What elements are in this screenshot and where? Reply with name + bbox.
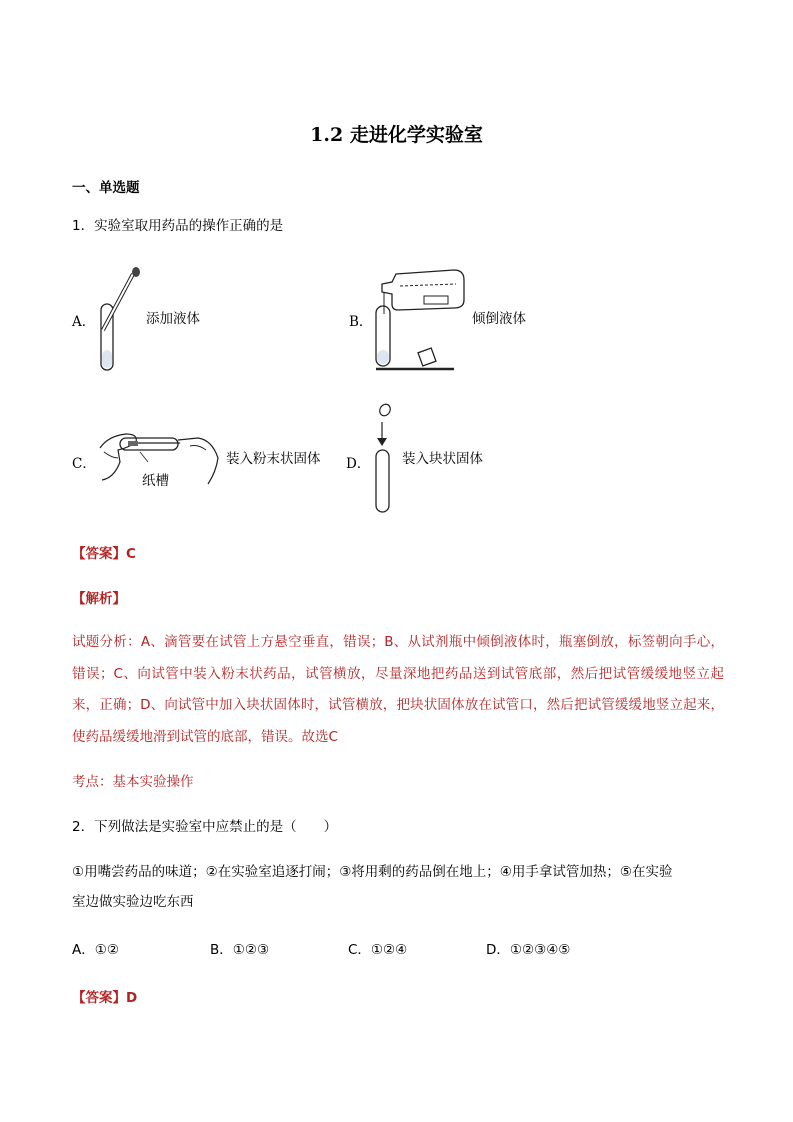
question-1-stem: 1．实验室取用药品的操作正确的是 — [72, 218, 284, 234]
analysis-text: 试题分析：A、滴管要在试管上方悬空垂直，错误；B、从试剂瓶中倾倒液体时，瓶塞倒放，标签朝向手心，错误；C、向试管中装入粉末状药品，试管横放，尽量深地把药品送到试管底部，然后把试管缓缓地竖立起来，正确；D、向试管中加入块状固体时，试管横放，把块状固体放在试管口，然后把试管缓缓地竖立起来，使药品缓缓地滑到试管的底部，错误。故选C — [72, 634, 724, 745]
choice-b: B．①②③ — [210, 942, 270, 958]
choice-a: A．①② — [72, 942, 119, 958]
question-2-items-line-1: ①用嘴尝药品的味道；②在实验室追逐打闹；③将用剩的药品倒在地上；④用手拿试管加热；⑤在实验 — [72, 864, 673, 880]
choice-d: D．①②③④⑤ — [486, 942, 571, 958]
option-a-letter: A． — [72, 314, 96, 330]
block-solid-drop-icon — [370, 402, 400, 516]
answer-1: 【答案】C — [72, 546, 136, 562]
analysis-heading: 【解析】 — [72, 591, 126, 607]
kaodian: 考点：基本实验操作 — [72, 774, 194, 790]
option-d-label: 装入块状固体 — [402, 451, 483, 467]
option-c-sublabel: 纸槽 — [142, 473, 169, 489]
option-c-letter: C． — [72, 456, 96, 472]
option-a-label: 添加液体 — [146, 311, 200, 327]
question-2-items-line-2: 室边做实验边吃东西 — [72, 894, 194, 910]
page-title: 1.2 走进化学实验室 — [310, 124, 483, 146]
choice-c: C．①②④ — [348, 942, 408, 958]
option-d-letter: D． — [346, 456, 371, 472]
option-b-label: 倾倒液体 — [472, 311, 526, 327]
option-c-label: 装入粉末状固体 — [226, 451, 321, 467]
option-b-letter: B． — [349, 314, 373, 330]
dropper-test-tube-icon — [95, 268, 145, 373]
section-heading: 一、单选题 — [72, 180, 140, 196]
question-2-stem: 2．下列做法是实验室中应禁止的是（ ） — [72, 819, 338, 835]
answer-2: 【答案】D — [72, 990, 138, 1006]
pouring-bottle-icon — [374, 266, 474, 374]
